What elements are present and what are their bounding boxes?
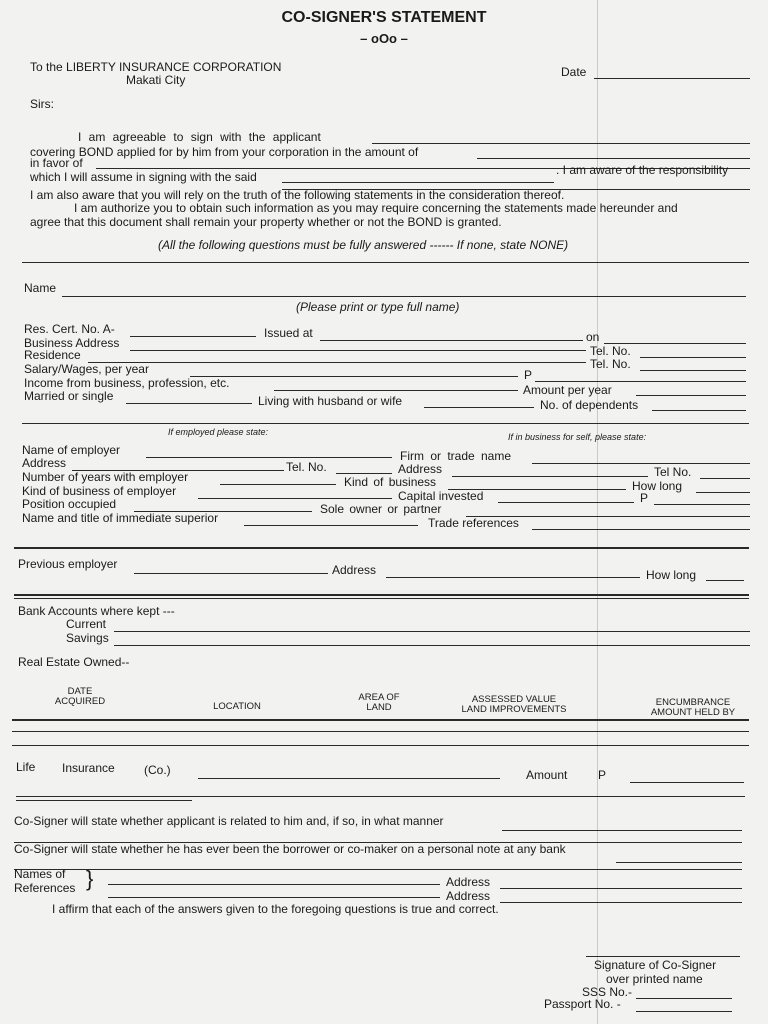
capital-field[interactable] [498,502,634,503]
firm-label: Firm or trade name [400,449,512,463]
trade-references-field[interactable] [532,529,750,530]
signature-field[interactable] [586,956,740,957]
date-field[interactable] [594,78,750,79]
how-long-field-1[interactable] [696,492,750,493]
capital-amount-field[interactable] [654,504,750,505]
previous-address-label: Address [332,563,377,577]
intro-line-4a: which I will assume in signing with the said [30,170,257,184]
insurance-extra-line-2[interactable] [16,800,192,801]
intro-line-5: I am also aware that you will rely on the truth of the following statements in the consideration thereof. [30,188,565,202]
tel-field-1[interactable] [640,357,746,358]
divider-1 [22,262,749,263]
sss-label: SSS No.- [582,985,633,999]
employer-address-label: Address [22,456,67,470]
divider-3 [14,547,749,549]
business-tel-field[interactable] [700,478,750,479]
previous-employer-field[interactable] [134,573,328,574]
amount-per-year-label: Amount per year [523,383,612,397]
affirmation-text: I affirm that each of the answers given to the foregoing questions is true and correct. [52,902,499,916]
business-address-label-2: Address [398,462,443,476]
intro-line-3: in favor of [30,156,83,170]
on-label: on [586,330,600,344]
names-of-label: Names of [14,867,66,881]
date-label: Date [561,65,587,79]
divider-2 [22,423,749,424]
issued-at-field[interactable] [320,340,583,341]
salary-field[interactable] [190,376,518,377]
savings-label: Savings [66,631,109,645]
passport-field[interactable] [636,1011,732,1012]
living-field[interactable] [424,407,534,408]
related-question: Co-Signer will state whether applicant is related to him and, if so, in what manner [14,814,444,828]
previous-employer-label: Previous employer [18,557,118,571]
married-field[interactable] [126,403,252,404]
reference-name-field-2[interactable] [108,897,440,898]
how-long-field-2[interactable] [706,580,744,581]
employer-tel-field[interactable] [336,473,392,474]
bond-amount-field[interactable] [477,158,750,159]
income-field[interactable] [274,390,518,391]
reference-address-label-1: Address [446,875,491,889]
tel-label-2: Tel. No. [590,357,631,371]
insurance-co-label: (Co.) [144,763,171,777]
bank-accounts-label: Bank Accounts where kept --- [18,604,175,618]
kind-employer-label: Kind of business of employer [22,484,177,498]
current-label: Current [66,617,107,631]
business-address-field-2[interactable] [452,476,648,477]
real-estate-label: Real Estate Owned-- [18,655,130,669]
reference-name-field-1[interactable] [108,884,440,885]
col-area: AREA OF LAND [358,692,400,713]
insurance-amount-label: Amount [526,768,568,782]
salary-peso-sign: P [524,368,533,382]
name-field[interactable] [62,296,746,297]
capital-label: Capital invested [398,489,484,503]
sss-field[interactable] [636,998,732,999]
sole-owner-label: Sole owner or partner [320,502,442,516]
passport-label: Passport No. - [544,997,621,1011]
insurance-extra-line[interactable] [16,796,745,797]
divider-4 [14,594,749,596]
insurance-peso-sign: P [598,768,607,782]
living-label: Living with husband or wife [258,394,403,408]
kind-business-label: Kind of business [344,475,437,489]
business-address-label: Business Address [24,336,120,350]
borrower-answer-line-2[interactable] [14,869,742,870]
business-address-field[interactable] [130,350,586,351]
married-label: Married or single [24,389,114,403]
said-field[interactable] [282,182,554,183]
kind-employer-field[interactable] [198,498,392,499]
superior-field[interactable] [244,525,418,526]
intro-line-4b: . I am aware of the responsibility [556,163,729,177]
employer-tel-label: Tel. No. [286,460,327,474]
borrower-answer-field[interactable] [616,862,742,863]
real-estate-row-1[interactable] [12,719,749,721]
insurance-label: Insurance [62,761,115,775]
superior-label: Name and title of immediate superior [22,511,219,525]
res-cert-label: Res. Cert. No. A- [24,322,115,336]
amount-per-year-field[interactable] [636,395,746,396]
tel-label-1: Tel. No. [590,344,631,358]
dependents-field[interactable] [652,410,746,411]
page-title: CO-SIGNER'S STATEMENT [281,9,487,26]
how-long-label-1: How long [632,479,683,493]
reference-address-field-1[interactable] [500,888,742,889]
references-label: References [14,881,76,895]
col-date-acquired: DATE ACQUIRED [54,686,106,707]
position-label: Position occupied [22,497,117,511]
employer-name-label: Name of employer [22,443,121,457]
salary-amount-field[interactable] [535,381,746,382]
res-cert-field[interactable] [130,336,256,337]
applicant-field[interactable] [372,143,750,144]
insurance-amount-field[interactable] [630,782,744,783]
insurance-company-field[interactable] [198,778,500,779]
life-label: Life [16,760,36,774]
how-long-label-2: How long [646,568,697,582]
real-estate-row-2[interactable] [12,731,749,732]
col-encumbrance: ENCUMBRANCE AMOUNT HELD BY [650,697,736,718]
years-label: Number of years with employer [22,470,189,484]
reference-address-field-2[interactable] [500,902,742,903]
col-location: LOCATION [213,701,261,712]
salutation: Sirs: [30,97,54,111]
signature-label-2: over printed name [606,972,703,986]
paper-fold-crease [597,0,598,1024]
col-assessed-value: ASSESSED VALUE LAND IMPROVEMENTS [461,694,567,715]
borrower-question: Co-Signer will state whether he has ever been the borrower or co-maker on a personal note at any bank [14,842,566,856]
intro-line-2: covering BOND applied for by him from your corporation in the amount of [30,145,419,159]
business-tel-label: Tel No. [654,465,692,479]
current-account-field[interactable] [114,631,750,632]
if-employed-note: If employed please state: [168,427,269,437]
capital-peso-sign: P [640,491,649,505]
employer-name-field[interactable] [146,457,392,458]
addressee-city: Makati City [126,73,186,87]
intro-line-6: I am authorize you to obtain such information as you may require concerning the statements made hereunder and [74,201,678,215]
dependents-label: No. of dependents [540,398,639,412]
residence-field[interactable] [88,362,586,363]
residence-label: Residence [24,348,81,362]
previous-address-field[interactable] [386,577,640,578]
if-business-note: If in business for self, please state: [508,432,647,442]
references-brace: } [86,866,94,891]
savings-account-field[interactable] [114,645,750,646]
reference-address-label-2: Address [446,889,491,903]
name-label: Name [24,281,57,295]
name-hint: (Please print or type full name) [296,300,460,314]
years-field[interactable] [220,484,336,485]
intro-line-7: agree that this document shall remain your property whether or not the BOND is granted. [30,215,502,229]
issued-at-label: Issued at [264,326,313,340]
tel-field-2[interactable] [640,370,746,371]
income-label: Income from business, profession, etc. [24,376,230,390]
signature-label-1: Signature of Co-Signer [594,958,717,972]
related-answer-field[interactable] [502,830,742,831]
intro-line-1: I am agreeable to sign with the applicant [78,130,321,144]
real-estate-row-3[interactable] [12,745,749,746]
instruction-note: (All the following questions must be fully answered ------ If none, state NONE) [158,238,569,252]
title-ornament: – oOo – [360,31,408,46]
salary-label: Salary/Wages, per year [24,362,149,376]
trade-references-label: Trade references [428,516,519,530]
divider-4b [14,598,749,599]
firm-field[interactable] [532,463,750,464]
addressee-line: To the LIBERTY INSURANCE CORPORATION [30,60,282,74]
